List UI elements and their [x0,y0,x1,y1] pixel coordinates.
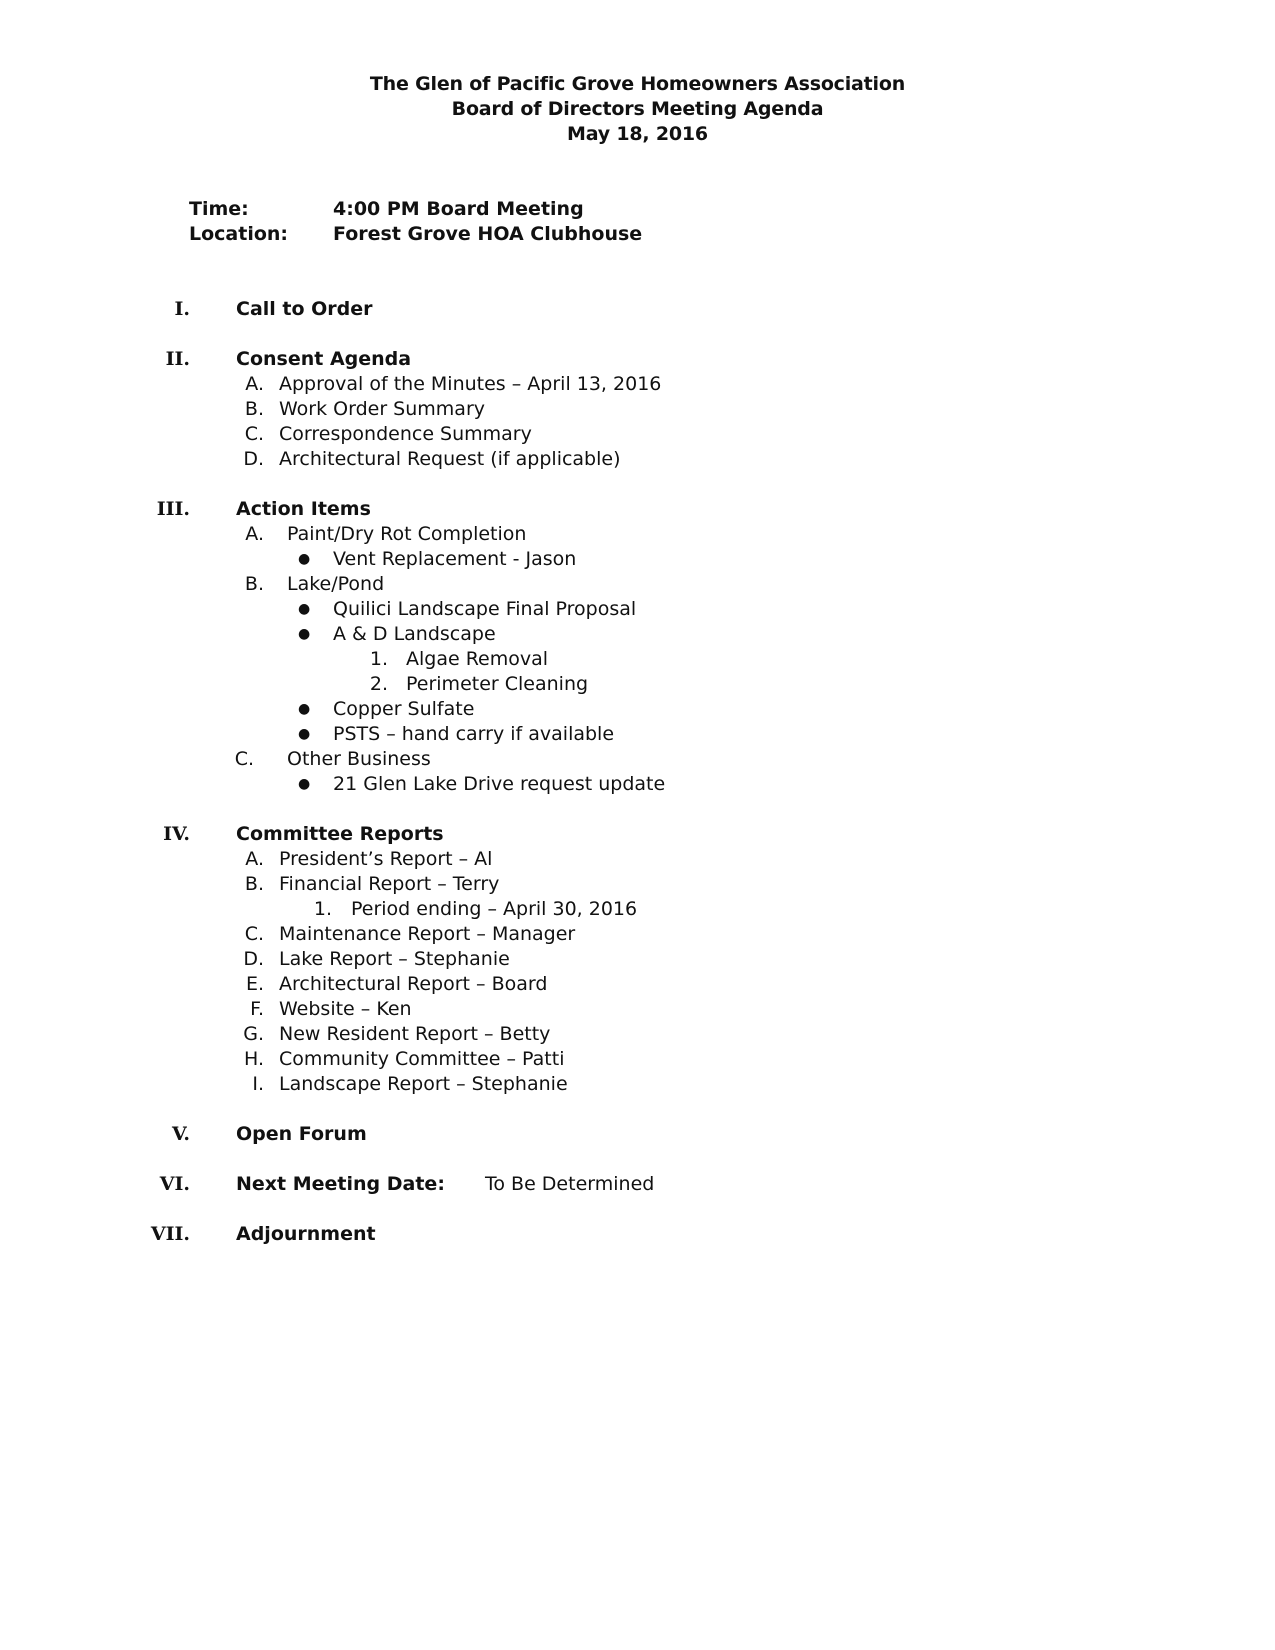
item-text: Lake/Pond [287,573,385,595]
section-numeral: V. [171,1123,190,1145]
section-numeral: I. [174,298,190,320]
location-label: Location: [189,223,289,245]
bullet-text: Quilici Landscape Final Proposal [333,598,637,620]
item-letter: F. [250,998,264,1020]
item-text: Paint/Dry Rot Completion [287,523,527,545]
bullet-icon: ● [298,701,311,717]
time-label: Time: [189,198,249,220]
next-meeting-value: To Be Determined [485,1173,655,1195]
time-value: 4:00 PM Board Meeting [333,198,584,220]
item-text: Website – Ken [279,998,412,1020]
item-letter: B. [244,398,264,420]
document-header [0,72,1275,147]
item-text: Architectural Request (if applicable) [279,448,621,470]
item-text: Correspondence Summary [279,423,532,445]
item-text: Architectural Report – Board [279,973,548,995]
item-letter: C. [244,923,264,945]
item-letter: A. [245,848,264,870]
meeting-info [189,197,642,247]
section-title: Call to Order [236,298,373,320]
item-text: Approval of the Minutes – April 13, 2016 [279,373,662,395]
item-letter: C. [234,748,254,770]
item-text: Maintenance Report – Manager [279,923,576,945]
bullet-icon: ● [298,626,311,642]
item-text: Lake Report – Stephanie [279,948,510,970]
section-title: Action Items [236,498,371,520]
location-value: Forest Grove HOA Clubhouse [333,223,643,245]
section-numeral: II. [165,348,190,370]
item-letter: G. [243,1023,264,1045]
bullet-text: Copper Sulfate [333,698,475,720]
section-numeral: VI. [159,1173,190,1195]
item-letter: I. [252,1073,264,1095]
section-numeral: IV. [163,823,190,845]
section-numeral: III. [156,498,190,520]
bullet-icon: ● [298,601,311,617]
item-text: President’s Report – Al [279,848,493,870]
item-text: Algae Removal [406,648,549,670]
meeting-date: May 18, 2016 [567,123,708,145]
item-text: Landscape Report – Stephanie [279,1073,568,1095]
section-numeral: VII. [150,1223,190,1245]
bullet-text: Vent Replacement - Jason [333,548,577,570]
section-title: Open Forum [236,1123,367,1145]
association-name: The Glen of Pacific Grove Homeowners Association [369,73,906,95]
item-number: 2. [369,673,388,695]
item-letter: D. [243,948,264,970]
item-number: 1. [313,898,332,920]
item-letter: H. [244,1048,264,1070]
item-text: Perimeter Cleaning [406,673,589,695]
section-title: Next Meeting Date: [236,1173,445,1195]
item-number: 1. [369,648,388,670]
item-letter: C. [244,423,264,445]
item-text: Community Committee – Patti [279,1048,565,1070]
section-title: Adjournment [236,1223,376,1245]
item-text: Work Order Summary [279,398,486,420]
item-text: Other Business [287,748,431,770]
item-text: Financial Report – Terry [279,873,500,895]
bullet-text: PSTS – hand carry if available [333,723,615,745]
bullet-text: 21 Glen Lake Drive request update [333,773,666,795]
item-letter: B. [244,573,264,595]
item-letter: B. [244,873,264,895]
section-title: Consent Agenda [236,348,412,370]
bullet-icon: ● [298,726,311,742]
bullet-text: A & D Landscape [333,623,496,645]
item-letter: E. [245,973,264,995]
agenda-title: Board of Directors Meeting Agenda [451,98,824,120]
bullet-icon: ● [298,551,311,567]
item-letter: A. [245,523,264,545]
item-text: Period ending – April 30, 2016 [351,898,638,920]
item-letter: A. [245,373,264,395]
section-title: Committee Reports [236,823,444,845]
item-text: New Resident Report – Betty [279,1023,551,1045]
item-letter: D. [243,448,264,470]
bullet-icon: ● [298,776,311,792]
